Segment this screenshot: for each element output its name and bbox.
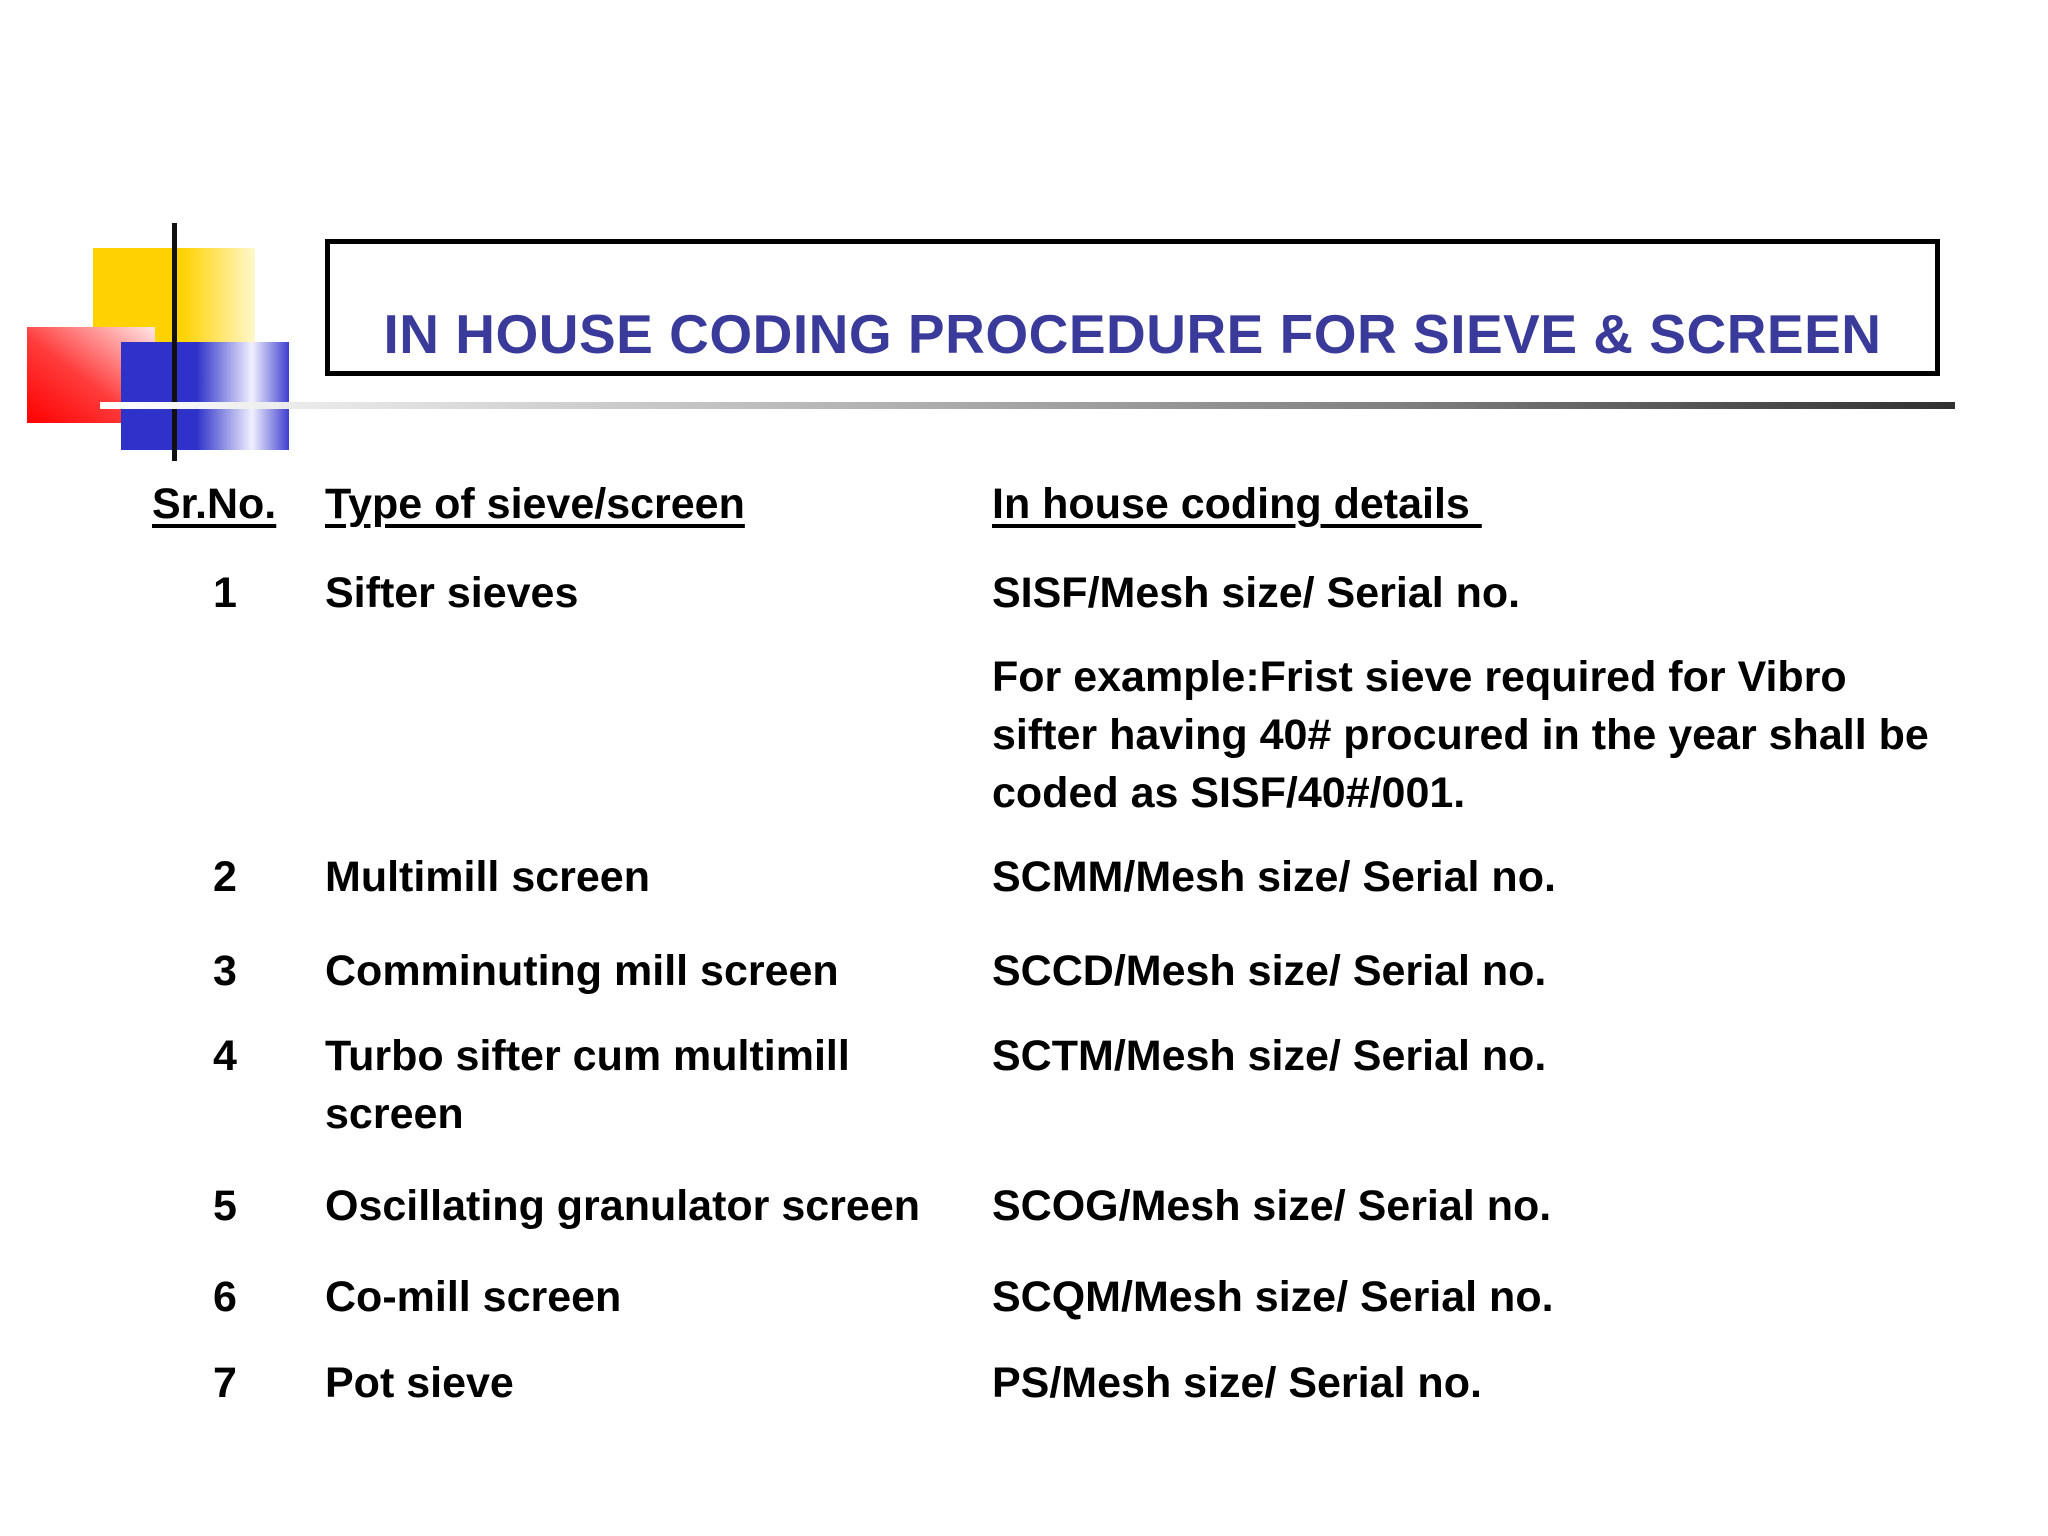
row-code: SCCD/Mesh size/ Serial no. bbox=[992, 947, 1547, 995]
row-code: SCTM/Mesh size/ Serial no. bbox=[992, 1032, 1547, 1080]
title-box bbox=[325, 239, 1940, 376]
coding-example: For example:Frist sieve required for Vibro sifter having 40# procured in the year shall be coded as SISF/40#/001. bbox=[992, 653, 1929, 817]
row-type: Multimill screen bbox=[325, 853, 650, 901]
row-srno: 1 bbox=[213, 569, 237, 617]
row-srno: 5 bbox=[213, 1182, 237, 1230]
logo-blue-square bbox=[121, 342, 289, 450]
title-divider bbox=[100, 402, 1955, 409]
row-srno: 3 bbox=[213, 947, 237, 995]
row-code: SCOG/Mesh size/ Serial no. bbox=[992, 1182, 1552, 1230]
row-type: Pot sieve bbox=[325, 1359, 514, 1407]
row-type: Oscillating granulator screen bbox=[325, 1182, 921, 1230]
row-code: SISF/Mesh size/ Serial no. bbox=[992, 569, 1521, 617]
logo-vertical-line bbox=[172, 223, 177, 461]
row-srno: 2 bbox=[213, 853, 237, 901]
row-srno: 7 bbox=[213, 1359, 237, 1407]
page-title: IN HOUSE CODING PROCEDURE FOR SIEVE & SCREEN bbox=[383, 303, 1882, 365]
row-type: Turbo sifter cum multimill screen bbox=[325, 1032, 850, 1138]
row-code: PS/Mesh size/ Serial no. bbox=[992, 1359, 1482, 1407]
header-type: Type of sieve/screen bbox=[325, 480, 745, 528]
row-srno: 6 bbox=[213, 1273, 237, 1321]
row-code: SCQM/Mesh size/ Serial no. bbox=[992, 1273, 1554, 1321]
header-srno: Sr.No. bbox=[152, 480, 277, 528]
row-code: SCMM/Mesh size/ Serial no. bbox=[992, 853, 1556, 901]
row-srno: 4 bbox=[213, 1032, 237, 1080]
row-type: Co-mill screen bbox=[325, 1273, 622, 1321]
row-type: Sifter sieves bbox=[325, 569, 579, 617]
row-type: Comminuting mill screen bbox=[325, 947, 839, 995]
header-coding-details: In house coding details bbox=[992, 480, 1482, 528]
